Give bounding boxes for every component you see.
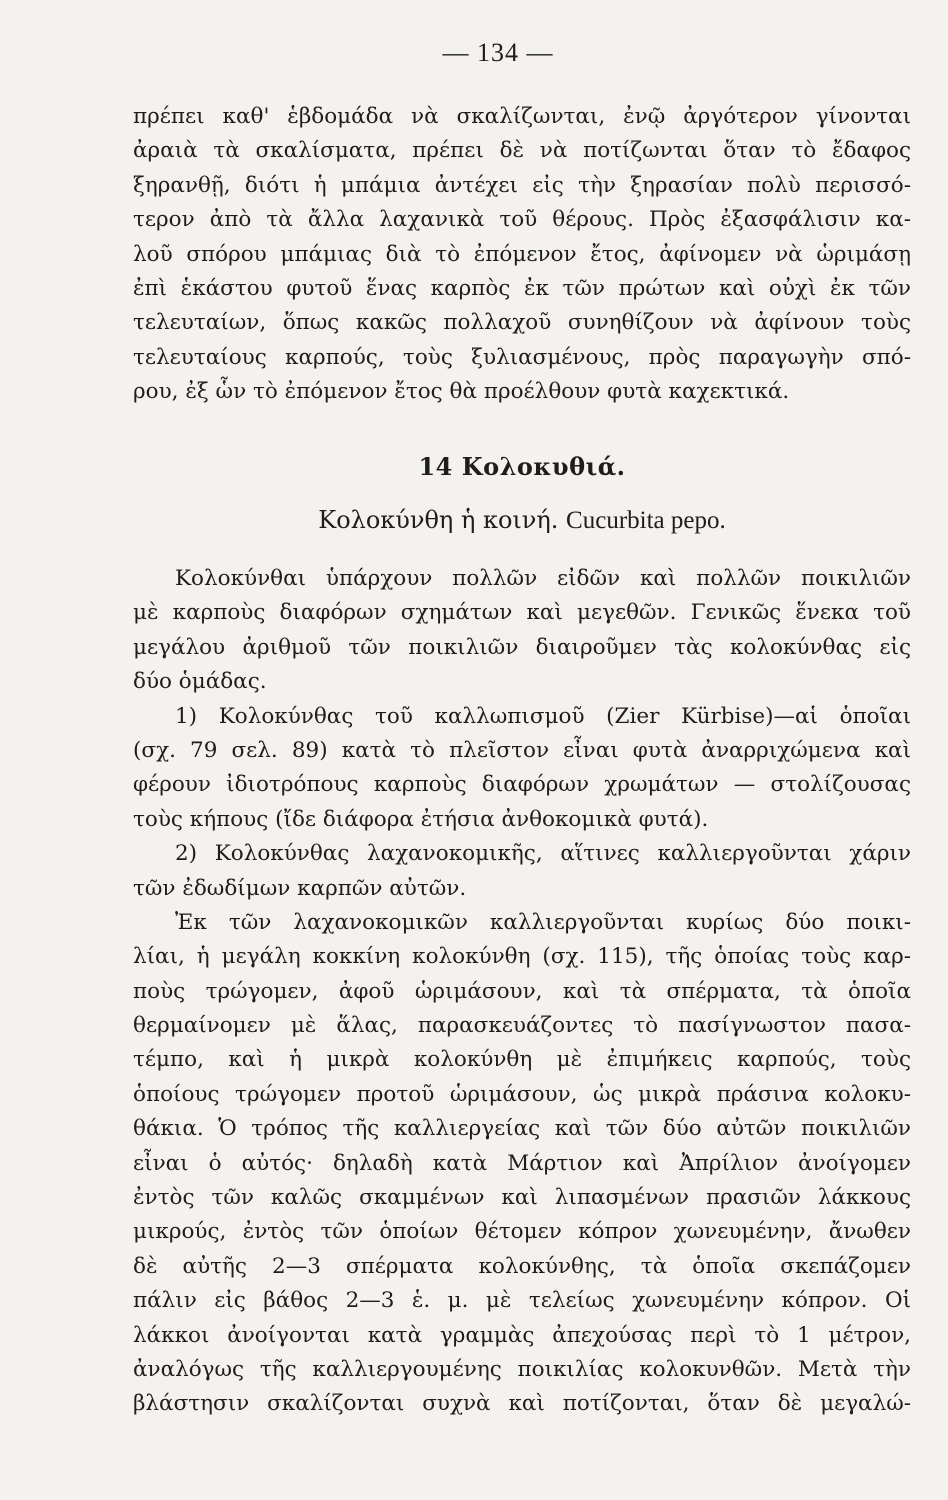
text-line: λάκκοι ἀνοίγονται κατὰ γραμμὰς ἀπεχούσας περὶ τὸ 1 μέτρον, <box>133 1322 911 1348</box>
subsection-title-greek: Κολοκύνθη ἡ κοινή. <box>318 506 559 534</box>
text-line: θάκια. Ὁ τρόπος τῆς καλλιεργείας καὶ τῶν δύο αὐτῶν ποικιλιῶν <box>133 1116 911 1142</box>
paragraph-okra-cultivation <box>133 100 911 410</box>
text-line: ἀραιὰ τὰ σκαλίσματα, πρέπει δὲ νὰ ποτίζωνται ὅταν τὸ ἔδαφος <box>133 138 911 164</box>
text-line: λοῦ σπόρου μπάμιας διὰ τὸ ἐπόμενον ἔτος, ἀφίνομεν νὰ ὡριμάσῃ <box>133 241 911 267</box>
text-line: μεγάλου ἀριθμοῦ τῶν ποικιλιῶν διαιροῦμεν τὰς κολοκύνθας εἰς <box>133 634 911 660</box>
text-line: τοὺς κήπους (ἴδε διάφορα ἐτήσια ἀνθοκομικὰ φυτά). <box>133 806 709 832</box>
text-line: Κολοκύνθαι ὑπάρχουν πολλῶν εἰδῶν καὶ πολλῶν ποικιλιῶν <box>175 566 911 591</box>
text-line: Ἐκ τῶν λαχανοκομικῶν καλλιεργοῦνται κυρίως δύο ποικι- <box>175 909 911 935</box>
list-item-ornamental-text: 1) Κολοκύνθας τοῦ καλλωπισμοῦ (Zier Kürbise)—αἱ ὁποῖαι <box>175 703 911 729</box>
text-line: τελευταίων, ὅπως κακῶς πολλαχοῦ συνηθίζουν νὰ ἀφίνουν τοὺς <box>133 310 911 336</box>
text-line: θερμαίνομεν μὲ ἅλας, παρασκευάζοντες τὸ πασίγνωστον πασα- <box>133 1013 911 1039</box>
text-line: ρου, ἐξ ὧν τὸ ἐπόμενον ἔτος θὰ προέλθουν φυτὰ καχεκτικά. <box>133 379 790 405</box>
text-line: τερον ἀπὸ τὰ ἄλλα λαχανικὰ τοῦ θέρους. Πρὸς ἐξασφάλισιν κα- <box>133 207 911 233</box>
text-line: ξηρανθῇ, διότι ἡ μπάμια ἀντέχει εἰς τὴν ξηρασίαν πολὺ περισσό- <box>133 172 911 198</box>
text-line: δὲ αὐτῆς 2—3 σπέρματα κολοκύνθης, τὰ ὁποῖα σκεπάζομεν <box>133 1253 911 1279</box>
text-line: (σχ. 79 σελ. 89) κατὰ τὸ πλεῖστον εἶναι φυτὰ ἀναρριχώμενα καὶ <box>133 737 911 763</box>
subsection-title-latin: Cucurbita pepo. <box>566 507 726 534</box>
text-line: δύο ὁμάδας. <box>133 669 267 695</box>
text-line: ἀναλόγως τῆς καλλιεργουμένης ποικιλίας κολοκυνθῶν. Μετὰ τὴν <box>133 1356 911 1382</box>
paragraph-pumpkin-varieties <box>133 562 911 1422</box>
page-number: — 134 — <box>442 38 554 67</box>
text-line: ἐπὶ ἑκάστου φυτοῦ ἕνας καρπὸς ἐκ τῶν πρώτων καὶ οὐχὶ ἐκ τῶν <box>133 275 911 301</box>
text-line: μὲ καρποὺς διαφόρων σχημάτων καὶ μεγεθῶν. Γενικῶς ἕνεκα τοῦ <box>133 600 911 626</box>
text-line: εἶναι ὁ αὐτός· δηλαδὴ κατὰ Μάρτιον καὶ Ἀπρίλιον ἀνοίγομεν <box>133 1150 911 1176</box>
text-line: ἐντὸς τῶν καλῶς σκαμμένων καὶ λιπασμένων πρασιῶν λάκκους <box>133 1185 911 1211</box>
text-line: τέμπο, καὶ ἡ μικρὰ κολοκύνθη μὲ ἐπιμήκεις καρπούς, τοὺς <box>133 1047 911 1073</box>
text-line: βλάστησιν σκαλίζονται συχνὰ καὶ ποτίζονται, ὅταν δὲ μεγαλώ- <box>133 1391 911 1417</box>
text-line: τελευταίους καρπούς, τοὺς ξυλιασμένους, πρὸς παραγωγὴν σπό- <box>133 344 911 370</box>
text-line: φέρουν ἰδιοτρόπους καρποὺς διαφόρων χρωμάτων — στολίζουσας <box>133 772 911 798</box>
text-line: ὁποίους τρώγομεν προτοῦ ὡριμάσουν, ὡς μικρὰ πράσινα κολοκυ- <box>133 1081 911 1107</box>
text-line: τῶν ἐδωδίμων καρπῶν αὐτῶν. <box>133 875 467 901</box>
subsection-title <box>133 506 911 535</box>
section-title: 14 Κολοκυθιά. <box>418 452 626 481</box>
text-line: πρέπει καθ' ἑβδομάδα νὰ σκαλίζωνται, ἐνῷ ἀργότερον γίνονται <box>133 104 911 129</box>
text-line: πάλιν εἰς βάθος 2—3 ἑ. μ. μὲ τελείως χωνευμένην κόπρον. Οἱ <box>133 1288 911 1314</box>
list-item-vegetable-text: 2) Κολοκύνθας λαχανοκομικῆς, αἵτινες καλλιεργοῦνται χάριν <box>175 841 911 867</box>
text-line: μικρούς, ἐντὸς τῶν ὁποίων θέτομεν κόπρον χωνευμένην, ἄνωθεν <box>133 1219 911 1245</box>
text-line: ποὺς τρώγομεν, ἀφοῦ ὡριμάσουν, καὶ τὰ σπέρματα, τὰ ὁποῖα <box>133 978 911 1004</box>
text-line: λίαι, ἡ μεγάλη κοκκίνη κολοκύνθη (σχ. 115), τῆς ὁποίας τοὺς καρ- <box>133 944 911 970</box>
